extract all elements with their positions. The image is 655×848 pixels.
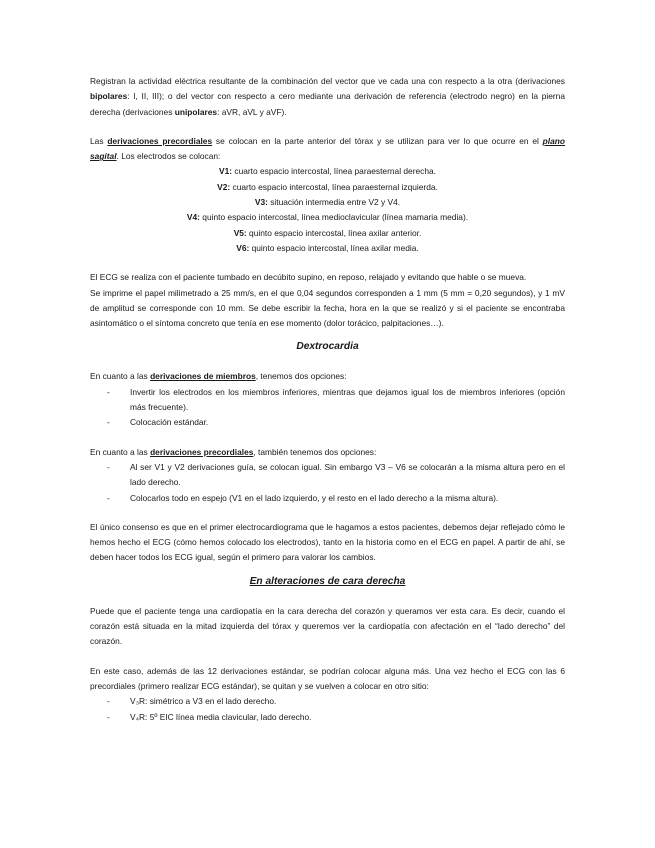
lead-text: cuarto espacio intercostal, línea paraesternal derecha. bbox=[232, 166, 436, 177]
term-unipolares: unipolares bbox=[174, 106, 218, 117]
list-item: - Al ser V1 y V2 derivaciones guía, se colocan igual. Sin embargo V3 – V6 se colocarán a la misma altura pero en el lado derecho. bbox=[130, 460, 565, 491]
precordiales-text-b: se colocan en la parte anterior del tórax y se utilizan para ver lo que ocurre en el bbox=[212, 135, 543, 146]
dextro-text: En cuanto a las bbox=[90, 371, 151, 382]
lead-label: V2: bbox=[217, 181, 231, 192]
dextro-text: En cuanto a las bbox=[90, 446, 151, 457]
dextro-text: , tenemos dos opciones: bbox=[255, 371, 347, 382]
term-derivaciones-miembros: derivaciones de miembros bbox=[150, 371, 256, 382]
precordiales-text-c: . Los electrodos se colocan: bbox=[116, 151, 221, 162]
dextro-precordiales-intro bbox=[90, 445, 565, 460]
ecg-paragraph-2: Se imprime el papel milimetrado a 25 mm/s, en el que 0,04 segundos corresponden a 1 mm (5 mm = 0,20 segundos), y 1 mV de amplitud se corresponde con 10 mm. Se debe escribir la fecha, hora en la que se realizó y si el paciente se encontraba asintomático o el síntoma concreto que tenía en ese momento (dolor torácico, palpitaciones…). bbox=[90, 287, 565, 329]
consenso-paragraph: El único consenso es que en el primer electrocardiograma que le hagamos a estos pacientes, debemos dejar reflejado cómo le hemos hecho el ECG (cómo hemos colocado los electrodos), tanto en la historia como en el ECG en papel. A partir de ahí, se deben hacer todos los ECG igual, según el primero para valorar los cambios. bbox=[90, 521, 565, 563]
intro-text-b: : I, II, III); o del vector con respecto a cero mediante una derivación de referencia (electrodo negro) en la pierna derecha (derivaciones bbox=[90, 91, 565, 117]
heading-dextrocardia: Dextrocardia bbox=[296, 341, 359, 353]
lead-text: quinto espacio intercostal, línea medioclavicular (línea mamaria media). bbox=[199, 212, 469, 223]
dextro-text: , también tenemos dos opciones: bbox=[253, 446, 377, 457]
precordiales-paragraph bbox=[90, 134, 565, 165]
lead-label: V4: bbox=[186, 212, 200, 223]
lead-text: quinto espacio intercostal, línea axilar media. bbox=[249, 242, 419, 253]
heading-cara-derecha: En alteraciones de cara derecha bbox=[249, 575, 406, 587]
dextro-miembros-intro bbox=[90, 369, 565, 384]
dextro-miembros-list bbox=[90, 385, 565, 431]
term-plano-sagital: plano sagital bbox=[90, 135, 565, 162]
term-derivaciones-precordiales: derivaciones precordiales bbox=[107, 135, 213, 146]
document-page bbox=[90, 74, 565, 725]
list-item: - Colocarlos todo en espejo (V1 en el lado izquierdo, y el resto en el lado derecho a la misma altura). bbox=[130, 491, 565, 506]
lead-v2 bbox=[90, 180, 565, 195]
lead-label: V3: bbox=[254, 197, 268, 208]
list-item: - V₄R: 5º EIC línea media clavicular, lado derecho. bbox=[130, 710, 565, 725]
derecha-paragraph-1: Puede que el paciente tenga una cardiopatía en la cara derecha del corazón y queramos ver esta cara. Es decir, cuando el corazón está situada en la mitad izquierda del tórax y queremos ver la cardiopatía con afectación en el “lado derecho” del corazón. bbox=[90, 605, 565, 647]
lead-text: situación intermedia entre V2 y V4. bbox=[267, 197, 401, 208]
list-item: - Invertir los electrodos en los miembros inferiores, mientras que dejamos igual los de miembros inferiores (opción más frecuente). bbox=[130, 385, 565, 416]
lead-label: V5: bbox=[233, 227, 247, 238]
intro-text-c: : aVR, aVL y aVF). bbox=[217, 106, 287, 117]
list-item: - V₃R: simétrico a V3 en el lado derecho. bbox=[130, 694, 565, 709]
lead-v6 bbox=[90, 241, 565, 256]
dextro-precordiales-list bbox=[90, 460, 565, 506]
lead-v4 bbox=[90, 210, 565, 225]
lead-label: V1: bbox=[219, 166, 233, 177]
lead-text: quinto espacio intercostal, línea axilar anterior. bbox=[246, 227, 422, 238]
leads-list bbox=[90, 164, 565, 256]
term-bipolares: bipolares bbox=[90, 91, 128, 102]
lead-v5 bbox=[90, 226, 565, 241]
intro-text-a: Registran la actividad eléctrica resultante de la combinación del vector que ve cada una con respecto a la otra (derivaciones bbox=[90, 76, 565, 86]
lead-v3 bbox=[90, 195, 565, 210]
derecha-list bbox=[90, 694, 565, 725]
term-derivaciones-precordiales: derivaciones precordiales bbox=[150, 446, 254, 457]
derecha-paragraph-2: En este caso, además de las 12 derivaciones estándar, se podrían colocar alguna más. Una vez hecho el ECG con las 6 precordiales (primero realizar ECG estándar), se quitan y se vuelven a colocar en otro sitio: bbox=[90, 665, 565, 691]
precordiales-text-a: Las bbox=[90, 135, 108, 146]
intro-paragraph bbox=[90, 74, 565, 120]
lead-label: V6: bbox=[236, 242, 250, 253]
lead-v1 bbox=[90, 164, 565, 179]
lead-text: cuarto espacio intercostal, línea paraesternal izquierda. bbox=[230, 181, 438, 192]
ecg-paragraph-1: El ECG se realiza con el paciente tumbado en decúbito supino, en reposo, relajado y evitando que hable o se mueva. bbox=[90, 272, 527, 283]
list-item: - Colocación estándar. bbox=[130, 415, 565, 430]
